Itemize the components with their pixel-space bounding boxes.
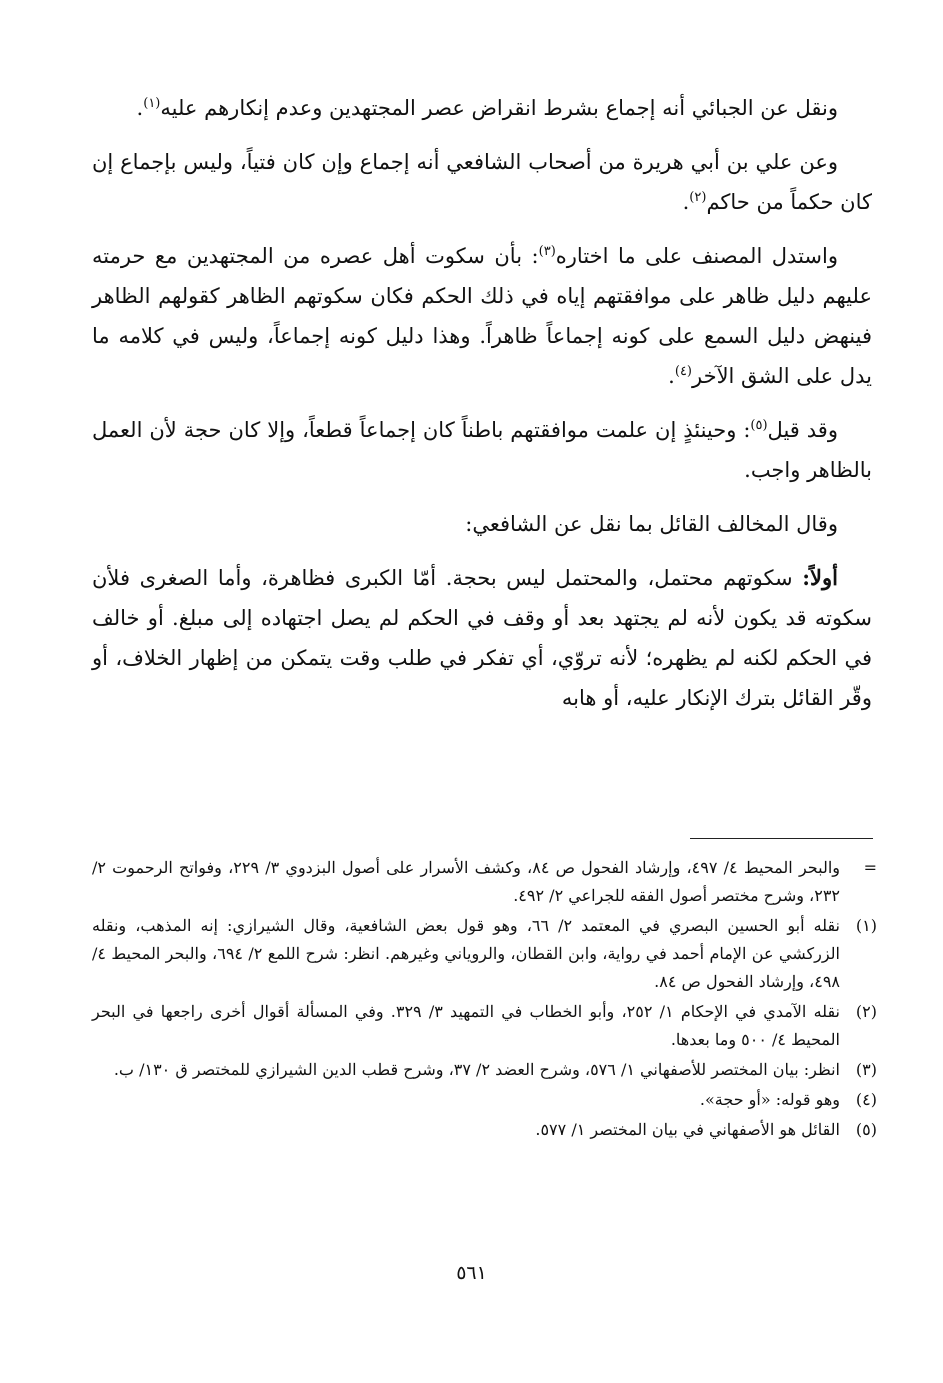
footnote-number: (٥) <box>855 1120 877 1139</box>
footnote-item <box>92 912 877 996</box>
paragraph-text: وقد قيل <box>767 418 838 442</box>
paragraph-5 <box>92 504 872 544</box>
footnote-text: والبحر المحيط ٤/ ٤٩٧، وإرشاد الفحول ص ٨٤، وكشف الأسرار على أصول البزدوي ٣/ ٢٢٩، وفواتح الرحموت ٢/ ٢٣٢، وشرح مختصر أصول الفقه للجراعي ٢/ ٤٩٢. <box>92 858 840 905</box>
footnote-item <box>92 1086 877 1114</box>
footnote-item <box>92 998 877 1054</box>
main-text <box>92 88 872 732</box>
footnote-number: (٤) <box>855 1090 877 1109</box>
page-number: ٥٦١ <box>456 1262 487 1284</box>
paragraph-tail: . <box>136 96 144 120</box>
paragraph-4 <box>92 410 872 490</box>
footnote-item <box>92 854 877 910</box>
footnote-separator <box>690 838 873 839</box>
paragraph-text: سكوتهم محتمل، والمحتمل ليس بحجة. أمّا الكبرى فظاهرة، وأما الصغرى فلأن سكوته قد يكون لأنه لم يجتهد بعد أو وقف في الحكم لم يصل اجتهاده إلى مبلغ. أو خالف في الحكم لكنه لم يظهره؛ لأنه تروّي، أي تفكر في طلب وقت يتمكن من إظهار الخلاف، أو وقّر القائل بترك الإنكار عليه، أو هابه <box>92 566 872 710</box>
paragraph-2 <box>92 142 872 222</box>
paragraph-6 <box>92 558 872 718</box>
paragraph-tail: : وحينئذٍ إن علمت موافقتهم باطناً كان إجماعاً قطعاً، وإلا كان حجة لأن العمل بالظاهر واجب. <box>92 418 872 482</box>
paragraph-tail: . <box>682 190 690 214</box>
footnote-number: (١) <box>855 916 877 935</box>
footnote-item <box>92 1116 877 1144</box>
footnote-ref: (٣) <box>538 244 556 259</box>
paragraph-lead: أولاً: <box>802 565 838 590</box>
paragraph-text: ونقل عن الجبائي أنه إجماع بشرط انقراض عصر المجتهدين وعدم إنكارهم عليه <box>160 96 838 120</box>
paragraph-text: واستدل المصنف على ما اختاره <box>555 244 838 268</box>
footnote-number: (٢) <box>855 1002 877 1021</box>
footnote-ref: (٥) <box>750 418 768 433</box>
footnote-ref: (٢) <box>689 190 707 205</box>
paragraph-text: وقال المخالف القائل بما نقل عن الشافعي: <box>465 512 838 536</box>
footnote-number: (٣) <box>855 1060 877 1079</box>
footnote-number: = <box>863 858 877 877</box>
footnote-text: انظر: بيان المختصر للأصفهاني ١/ ٥٧٦، وشرح العضد ٢/ ٣٧، وشرح قطب الدين الشيرازي للمختصر ق ١٣٠/ ب. <box>113 1060 840 1079</box>
footnotes <box>92 854 877 1146</box>
paragraph-text: وعن علي بن أبي هريرة من أصحاب الشافعي أنه إجماع وإن كان فتياً، وليس بإجماع إن كان حكماً من حاكم <box>92 150 872 214</box>
paragraph-3 <box>92 236 872 396</box>
footnote-text: نقله الآمدي في الإحكام ١/ ٢٥٢، وأبو الخطاب في التمهيد ٣/ ٣٢٩. وفي المسألة أقوال أخرى راجعها في البحر المحيط ٤/ ٥٠٠ وما بعدها. <box>92 1002 841 1049</box>
paragraph-1 <box>92 88 872 128</box>
paragraph-tail: : بأن سكوت أهل عصره من المجتهدين مع حرمته عليهم دليل ظاهر على موافقتهم إياه في ذلك الحكم فكان سكوتهم الظاهر كقولهم الظاهر فينهض دليل السمع على كونه إجماعاً ظاهراً. وهذا دليل كونه إجماعاً، وليس في كلامه ما يدل على الشق الآخر <box>92 244 872 388</box>
footnote-text: القائل هو الأصفهاني في بيان المختصر ١/ ٥٧٧. <box>535 1120 840 1139</box>
footnote-text: نقله أبو الحسين البصري في المعتمد ٢/ ٦٦، وهو قول بعض الشافعية، وقال الشيرازي: إنه المذهب، ونقله الزركشي عن الإمام أحمد في رواية، وابن القطان، والروياني وغيرهم. انظر: شرح اللمع ٢/ ٦٩٤، والبحر المحيط ٤/ ٤٩٨، وإرشاد الفحول ص ٨٤. <box>92 916 840 991</box>
footnote-ref: (٤) <box>674 364 692 379</box>
footnote-item <box>92 1056 877 1084</box>
paragraph-tail: . <box>668 364 675 388</box>
footnote-ref: (١) <box>143 96 161 111</box>
footnote-text: وهو قوله: «أو حجة». <box>699 1090 840 1109</box>
